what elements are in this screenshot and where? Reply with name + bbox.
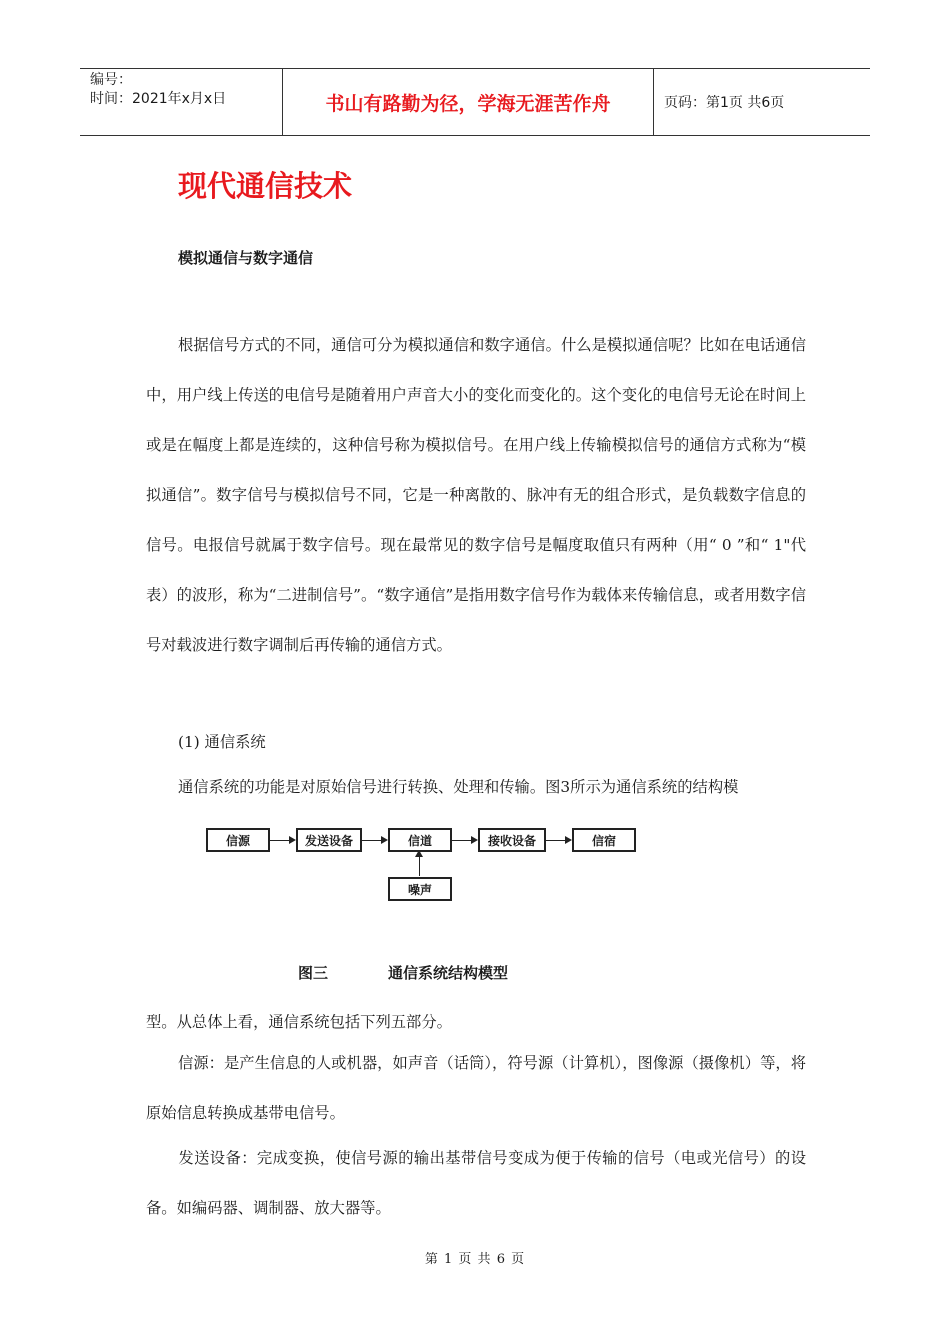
paragraph-transmitter: [146, 1133, 806, 1233]
communication-system-diagram: [200, 820, 650, 910]
arrow-4: [546, 840, 570, 841]
time-label: 时间：2021年x月x日: [90, 91, 227, 107]
figure-label: 图三: [298, 964, 329, 982]
arrow-3: [452, 840, 476, 841]
figure-caption: 通信系统结构模型: [388, 964, 509, 982]
box-source: 信源: [206, 828, 270, 852]
box-destination: 信宿: [572, 828, 636, 852]
header-table: [80, 68, 870, 136]
paragraph-source: [146, 1038, 806, 1138]
number-label: 编号：: [90, 72, 132, 88]
box-transmitter: 发送设备: [296, 828, 362, 852]
continuation-line: 型。从总体上看，通信系统包括下列五部分。: [146, 1013, 452, 1031]
arrow-noise: [419, 852, 420, 876]
header-meta: [80, 69, 282, 135]
paragraph-text: 信源：是产生信息的人或机器，如声音（话筒），符号源（计算机），图像源（摄像机）等，将原始信息转换成基带电信号。: [146, 1054, 806, 1122]
section-heading: 模拟通信与数字通信: [178, 249, 314, 267]
subheading-system: (1) 通信系统: [178, 733, 266, 751]
paragraph-analog-digital: [146, 320, 806, 670]
page-footer: 第 1 页 共 6 页: [424, 1252, 526, 1267]
system-intro: 通信系统的功能是对原始信号进行转换、处理和传输。图3所示为通信系统的结构模: [178, 778, 739, 796]
box-noise: 噪声: [388, 877, 452, 901]
paragraph-text: 根据信号方式的不同，通信可分为模拟通信和数字通信。什么是模拟通信呢？比如在电话通信中，用户线上传送的电信号是随着用户声音大小的变化而变化的。这个变化的电信号无论在时间上或是在幅度上都是连续的，这种信号称为模拟信号。在用户线上传输模拟信号的通信方式称为“模拟通信”。数字信号与模拟信号不同，它是一种离散的、脉冲有无的组合形式，是负载数字信息的信号。电报信号就属于数字信号。现在最常见的数字信号是幅度取值只有两种（用“ 0 ”和“ 1"代表）的波形，称为“二进制信号”。“数字通信”是指用数字信号作为载体来传输信息，或者用数字信号对载波进行数字调制后再传输的通信方式。: [146, 336, 806, 654]
box-channel: 信道: [388, 828, 452, 852]
paragraph-text: 发送设备：完成变换，使信号源的输出基带信号变成为便于传输的信号（电或光信号）的设备。如编码器、调制器、放大器等。: [146, 1149, 806, 1217]
document-title: 现代通信技术: [178, 169, 353, 203]
box-receiver: 接收设备: [478, 828, 546, 852]
arrow-2: [362, 840, 386, 841]
header-motto: 书山有路勤为径，学海无涯苦作舟: [282, 69, 654, 135]
arrow-1: [270, 840, 294, 841]
header-page-info: 页码：第1页 共6页: [664, 95, 785, 111]
